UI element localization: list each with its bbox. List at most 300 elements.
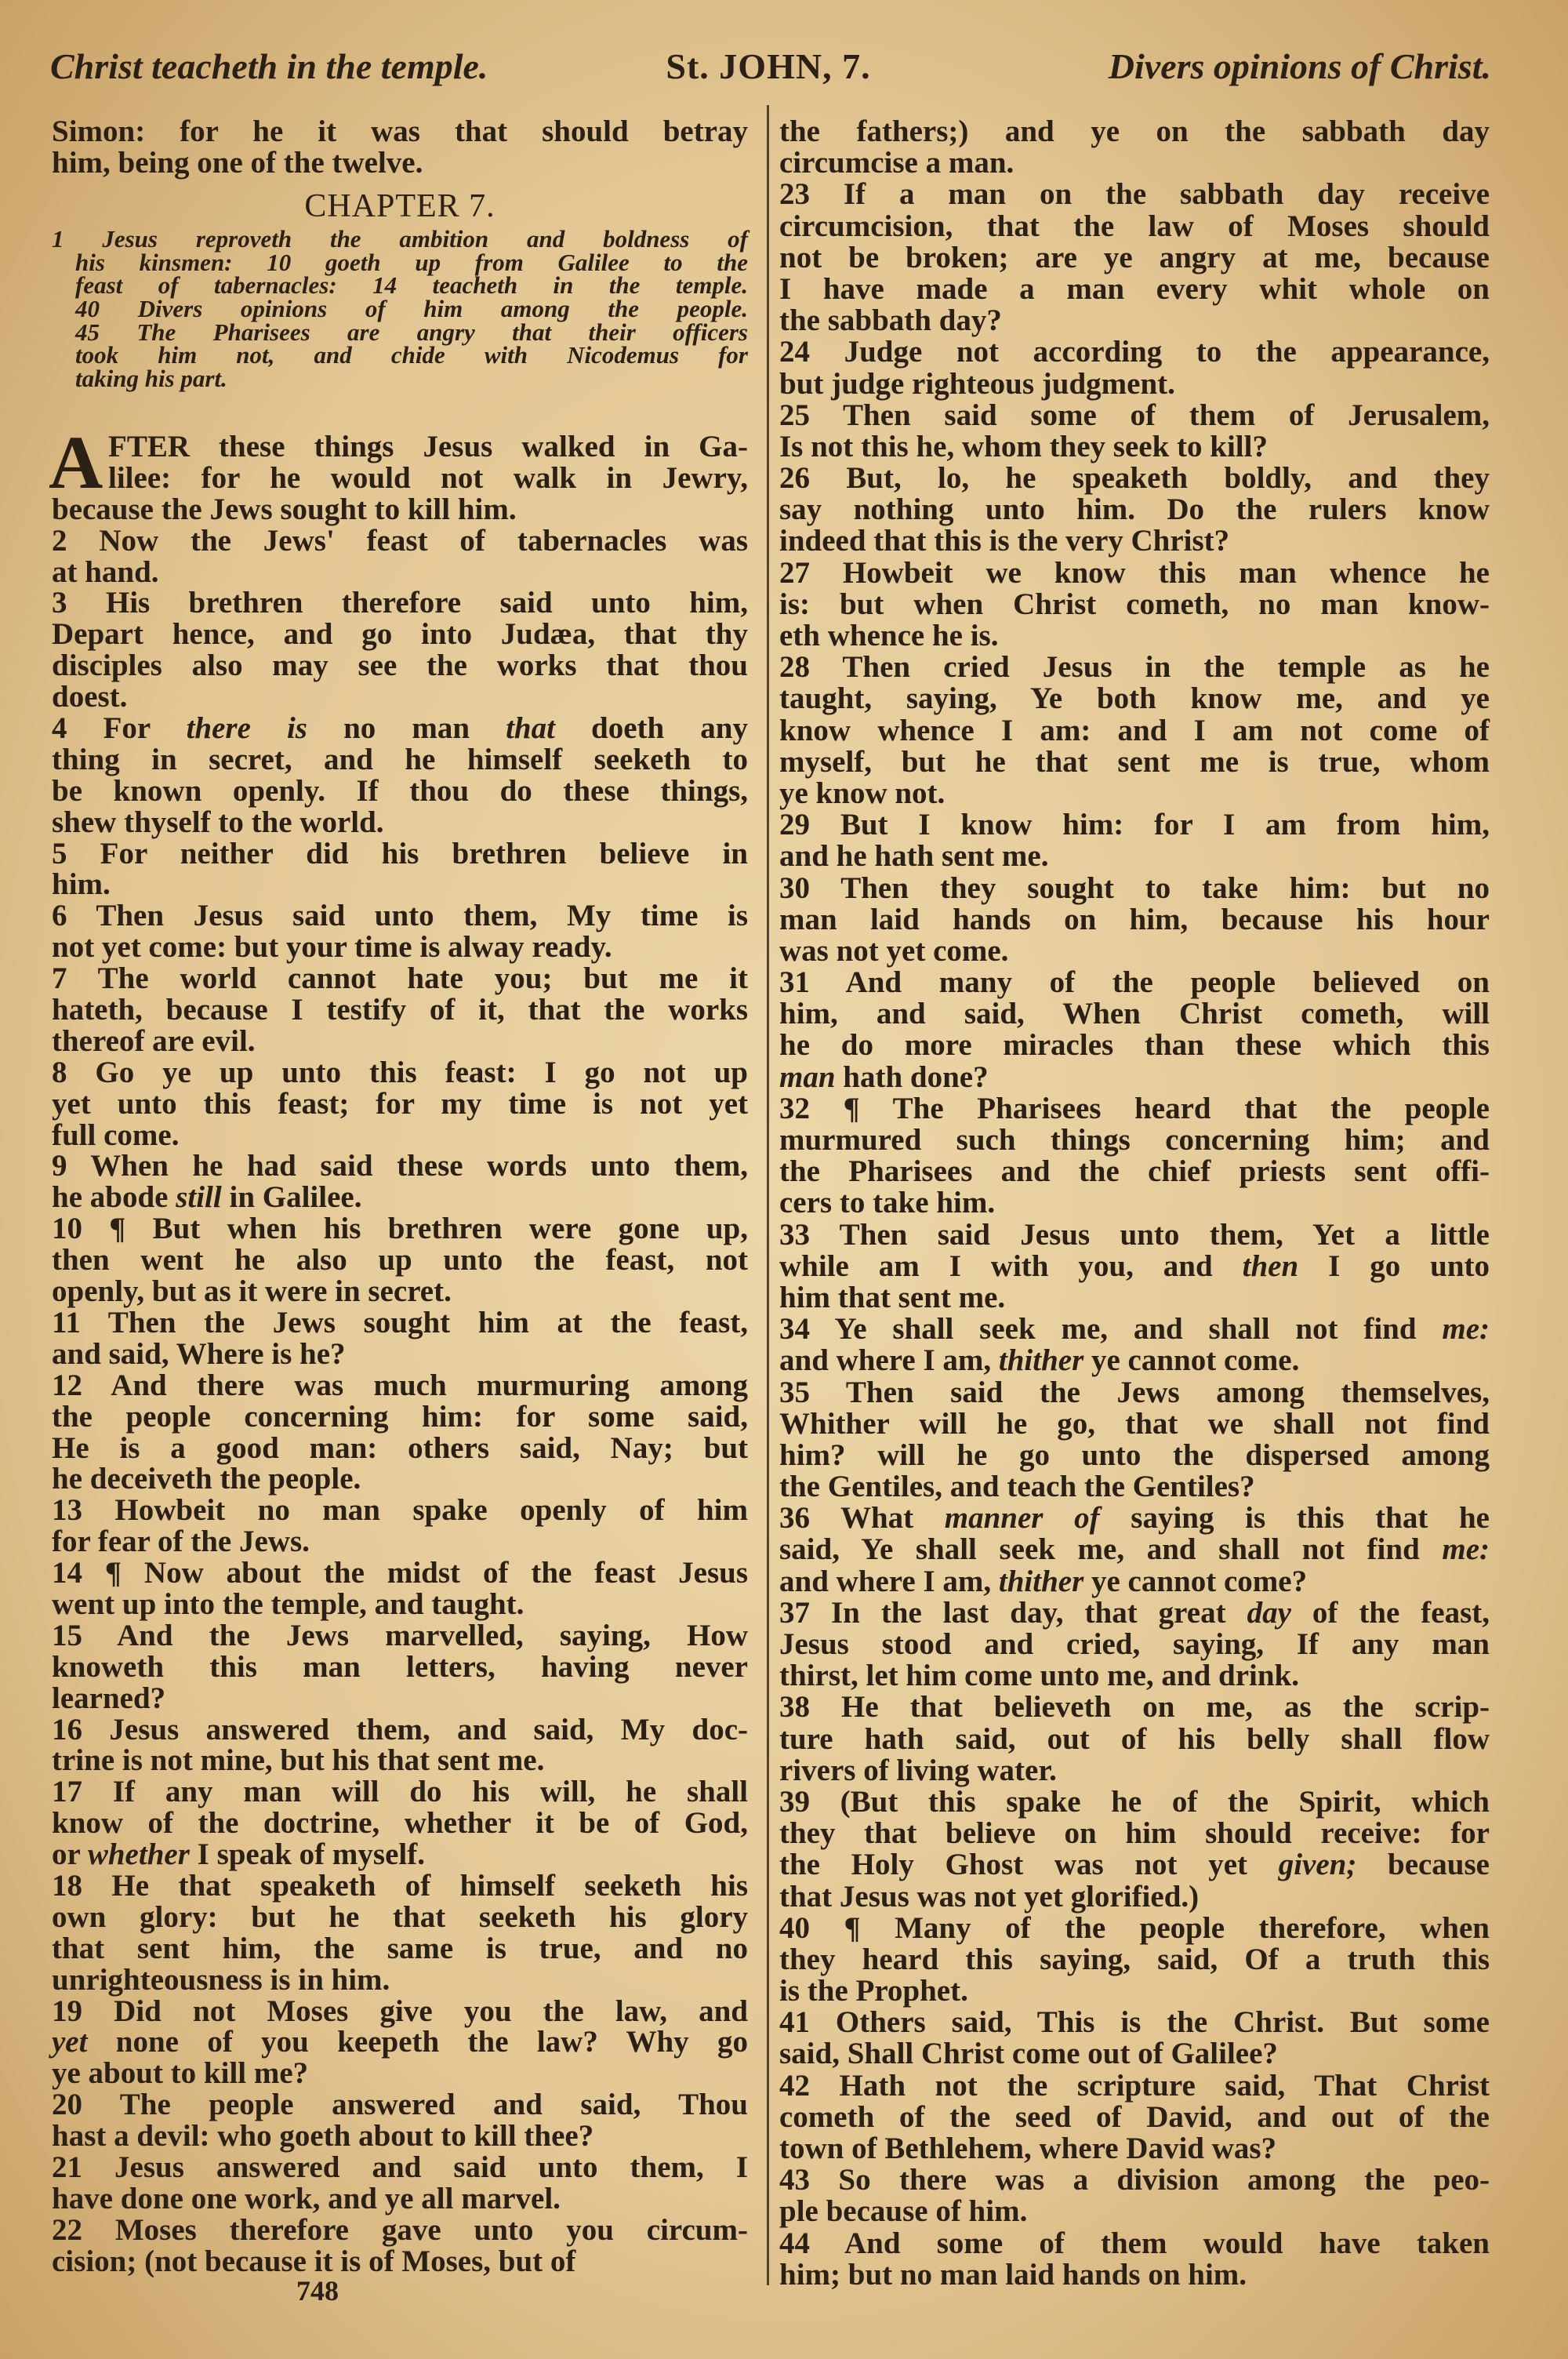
text-line bbox=[779, 525, 1490, 557]
text-segment: 39 (But this spake he of the Spirit, which bbox=[779, 1784, 1490, 1819]
text-line bbox=[779, 1440, 1490, 1471]
text-segment: he do more miracles than these which this bbox=[779, 1028, 1490, 1063]
text-segment: taught, saying, Ye both know me, and ye bbox=[779, 682, 1490, 716]
italic-text: that bbox=[506, 711, 555, 746]
text-line bbox=[779, 1062, 1490, 1093]
text-line bbox=[779, 2259, 1490, 2291]
text-line bbox=[779, 271, 1490, 306]
text-line bbox=[779, 179, 1490, 210]
text-line bbox=[52, 1839, 748, 1870]
text-line bbox=[779, 1471, 1490, 1503]
text-segment: 32 ¶ The Pharisees heard that the people bbox=[779, 1091, 1490, 1125]
text-line bbox=[52, 2212, 748, 2247]
text-segment: 41 Others said, This is the Christ. But some bbox=[779, 2005, 1490, 2040]
text-segment: 37 In the last day, that great bbox=[779, 1595, 1247, 1630]
text-line bbox=[779, 1849, 1490, 1881]
text-line bbox=[779, 1660, 1490, 1692]
text-line bbox=[779, 652, 1490, 683]
text-segment: the Gentiles, and teach the Gentiles? bbox=[779, 1470, 1255, 1504]
text-line bbox=[52, 2152, 748, 2183]
text-segment: 21 Jesus answered and said unto them, I bbox=[52, 2150, 748, 2184]
italic-text: given; bbox=[1278, 1848, 1357, 1882]
italic-text: whether bbox=[87, 1837, 190, 1872]
text-segment: 9 When he had said these words unto them, bbox=[52, 1149, 748, 1183]
text-segment: him; but no man laid hands on him. bbox=[779, 2257, 1247, 2292]
text-line bbox=[779, 494, 1490, 525]
text-segment: they heard this saying, said, Of a truth this bbox=[779, 1942, 1490, 1976]
text-segment: I have made a man every whit whole on bbox=[779, 271, 1490, 306]
text-line bbox=[52, 1307, 748, 1339]
text-line bbox=[52, 1996, 748, 2027]
text-line bbox=[779, 1721, 1490, 1756]
text-segment: 28 Then cried Jesus in the temple as he bbox=[779, 650, 1490, 685]
text-line bbox=[779, 998, 1490, 1030]
text-line bbox=[52, 1620, 748, 1652]
text-segment: thing in secret, and he himself seeketh to bbox=[52, 742, 748, 776]
text-segment: not yet come: but your time is alway ready. bbox=[52, 930, 612, 965]
text-segment: 43 So there was a division among the peo- bbox=[779, 2163, 1490, 2197]
italic-text: there is bbox=[186, 711, 307, 746]
text-segment: myself, but he that sent me is true, whom bbox=[779, 744, 1490, 779]
text-segment: lilee: for he would not walk in Jewry, bbox=[108, 460, 748, 495]
text-segment: 22 Moses therefore gave unto you circum- bbox=[52, 2212, 748, 2247]
text-line bbox=[52, 2183, 748, 2215]
text-line bbox=[52, 682, 748, 713]
chapter-summary bbox=[52, 227, 748, 391]
text-segment: him. bbox=[52, 867, 111, 902]
text-line bbox=[779, 1314, 1490, 1345]
text-line bbox=[779, 1156, 1490, 1187]
text-line bbox=[52, 1370, 748, 1401]
text-segment: openly, but as it were in secret. bbox=[52, 1274, 452, 1309]
text-segment: him, being one of the twelve. bbox=[52, 146, 423, 180]
text-segment: then went he also up unto the feast, not bbox=[52, 1243, 748, 1278]
text-segment: they that believe on him should receive: for bbox=[779, 1816, 1490, 1851]
text-segment: shew thyself to the world. bbox=[52, 805, 384, 839]
column-divider bbox=[767, 105, 769, 2285]
text-segment: thirst, let him come unto me, and drink. bbox=[779, 1659, 1299, 1693]
text-line bbox=[779, 683, 1490, 714]
page-number: 748 bbox=[296, 2275, 339, 2306]
text-segment: hateth, because I testify of it, that the works bbox=[52, 993, 748, 1027]
text-segment: 33 Then said Jesus unto them, Yet a little bbox=[779, 1217, 1490, 1252]
summary-line: his kinsmen: 10 goeth up from Galilee to the bbox=[75, 248, 748, 276]
text-line bbox=[779, 1534, 1490, 1565]
text-segment: ye know not. bbox=[779, 776, 946, 810]
text-segment: be known openly. If thou do these things, bbox=[52, 773, 748, 808]
text-segment: say nothing unto him. Do the rulers know bbox=[779, 493, 1490, 527]
text-segment: hath done? bbox=[835, 1060, 989, 1094]
text-line bbox=[779, 744, 1490, 779]
text-line bbox=[779, 211, 1490, 242]
text-segment: 42 Hath not the scripture said, That Christ bbox=[779, 2068, 1490, 2103]
text-line bbox=[779, 147, 1490, 179]
text-segment: him that sent me. bbox=[779, 1280, 1006, 1314]
text-line bbox=[52, 838, 748, 870]
text-line bbox=[52, 1870, 748, 1902]
text-segment: 16 Jesus answered them, and said, My doc- bbox=[52, 1712, 748, 1747]
text-segment: of the feast, bbox=[1290, 1595, 1490, 1630]
text-line bbox=[779, 116, 1490, 147]
text-segment: 17 If any man will do his will, he shall bbox=[52, 1775, 748, 1809]
text-line bbox=[52, 2121, 748, 2152]
text-segment: him, and said, When Christ cometh, will bbox=[779, 997, 1490, 1031]
text-line bbox=[52, 1526, 748, 1558]
text-segment: Whither will he go, that we shall not find bbox=[779, 1406, 1490, 1441]
text-line bbox=[52, 525, 748, 557]
text-segment: town of Bethlehem, where David was? bbox=[779, 2132, 1277, 2165]
chapter-heading: CHAPTER 7. bbox=[304, 188, 495, 224]
text-segment: no man bbox=[307, 711, 506, 746]
text-line bbox=[52, 1714, 748, 1746]
text-line bbox=[779, 1692, 1490, 1723]
text-line bbox=[52, 2026, 748, 2058]
text-line bbox=[779, 2165, 1490, 2196]
text-segment: or bbox=[52, 1837, 88, 1872]
text-segment: that sent him, the same is true, and no bbox=[52, 1931, 748, 1965]
text-segment: and where I am, bbox=[779, 1343, 999, 1378]
text-line bbox=[52, 1276, 748, 1307]
italic-text: me: bbox=[1442, 1532, 1490, 1567]
text-line bbox=[52, 2089, 748, 2121]
text-segment: 23 If a man on the sabbath day receive bbox=[779, 177, 1490, 212]
text-line bbox=[52, 2058, 748, 2089]
text-segment: disciples also may see the works that thou bbox=[52, 649, 748, 683]
summary-line: 1 Jesus reproveth the ambition and boldness of bbox=[52, 225, 748, 253]
text-segment: while am I with you, and bbox=[779, 1249, 1243, 1283]
text-line bbox=[779, 933, 1490, 968]
text-line bbox=[779, 2038, 1490, 2070]
text-segment: ye about to kill me? bbox=[52, 2056, 309, 2091]
text-segment: 2 Now the Jews' feast of tabernacles was bbox=[52, 523, 748, 558]
text-line bbox=[779, 1910, 1490, 1945]
text-segment: hast a devil: who goeth about to kill thee? bbox=[52, 2119, 594, 2154]
text-line bbox=[52, 963, 748, 994]
text-segment: 11 Then the Jews sought him at the feast, bbox=[52, 1305, 748, 1339]
running-head-left: Christ teacheth in the temple. bbox=[50, 46, 488, 86]
text-segment: 3 His brethren therefore said unto him, bbox=[52, 586, 748, 620]
text-segment: 44 And some of them would have taken bbox=[779, 2226, 1490, 2260]
text-line bbox=[52, 650, 748, 682]
text-segment: 6 Then Jesus said unto them, My time is bbox=[52, 899, 748, 933]
text-segment: circumcise a man. bbox=[779, 146, 1014, 180]
text-line bbox=[779, 967, 1490, 998]
text-line bbox=[52, 1213, 748, 1245]
text-line bbox=[779, 2007, 1490, 2038]
text-segment: FTER these things Jesus walked in Ga- bbox=[108, 430, 748, 463]
text-line bbox=[52, 431, 748, 463]
text-line bbox=[52, 554, 748, 589]
text-segment: 4 For bbox=[52, 711, 187, 746]
text-line bbox=[779, 1282, 1490, 1314]
text-line bbox=[52, 1057, 748, 1089]
text-line bbox=[52, 494, 748, 525]
text-segment: 40 ¶ Many of the people therefore, when bbox=[779, 1910, 1490, 1945]
text-line bbox=[779, 809, 1490, 841]
text-segment: he deceiveth the people. bbox=[52, 1462, 361, 1496]
text-line bbox=[52, 713, 748, 744]
text-line bbox=[52, 1245, 748, 1276]
text-segment: 13 Howbeit no man spake openly of him bbox=[52, 1493, 748, 1528]
running-head-right: Divers opinions of Christ. bbox=[1108, 46, 1491, 86]
italic-text: thither bbox=[998, 1343, 1084, 1378]
text-segment: know of the doctrine, whether it be of God, bbox=[52, 1806, 748, 1841]
text-segment: man laid hands on him, because his hour bbox=[779, 902, 1490, 936]
text-segment: 5 For neither did his brethren believe in bbox=[52, 836, 748, 871]
text-line bbox=[52, 1558, 748, 1589]
text-segment: him? will he go unto the dispersed among bbox=[779, 1438, 1490, 1472]
text-segment: cers to take him. bbox=[779, 1186, 996, 1220]
text-segment: 18 He that speaketh of himself seeketh his bbox=[52, 1868, 748, 1903]
left-column-continuation bbox=[52, 116, 748, 179]
text-segment: for fear of the Jews. bbox=[52, 1525, 310, 1559]
text-line bbox=[52, 1899, 748, 1934]
text-line bbox=[779, 242, 1490, 274]
text-segment: thereof are evil. bbox=[52, 1023, 256, 1058]
summary-line: took him not, and chide with Nicodemus for bbox=[75, 341, 748, 369]
text-line bbox=[52, 1086, 748, 1121]
right-column-text bbox=[779, 116, 1490, 2291]
text-segment: He is a good man: others said, Nay; but bbox=[52, 1430, 748, 1465]
text-segment: circumcision, that the law of Moses should bbox=[779, 209, 1490, 243]
text-line bbox=[52, 994, 748, 1026]
text-segment: 14 ¶ Now about the midst of the feast Jesus bbox=[52, 1556, 748, 1590]
summary-line: feast of tabernacles: 14 teacheth in the temple. bbox=[75, 271, 748, 300]
text-line bbox=[52, 116, 748, 147]
text-segment: I go unto bbox=[1298, 1249, 1490, 1283]
text-segment: because the Jews sought to kill him. bbox=[52, 492, 517, 526]
text-line bbox=[52, 147, 748, 179]
text-line bbox=[52, 1649, 748, 1684]
text-segment: is the Prophet. bbox=[779, 1974, 968, 2008]
text-line bbox=[779, 1125, 1490, 1156]
text-segment: none of you keepeth the law? Why go bbox=[87, 2025, 748, 2059]
text-line bbox=[52, 1430, 748, 1465]
text-line bbox=[779, 589, 1490, 620]
text-segment: 15 And the Jews marvelled, saying, How bbox=[52, 1618, 748, 1652]
text-segment: 8 Go ye up unto this feast: I go not up bbox=[52, 1055, 748, 1089]
text-segment: and where I am, bbox=[779, 1564, 999, 1598]
text-segment: learned? bbox=[52, 1681, 166, 1715]
text-segment: not be broken; are ye angry at me, because bbox=[779, 240, 1490, 274]
text-line bbox=[779, 1093, 1490, 1125]
italic-text: thither bbox=[998, 1564, 1084, 1598]
text-segment: said, Ye shall seek me, and shall not find bbox=[779, 1532, 1443, 1567]
text-segment: the sabbath day? bbox=[779, 304, 1002, 338]
text-segment: 34 Ye shall seek me, and shall not find bbox=[779, 1312, 1443, 1347]
text-segment: and said, Where is he? bbox=[52, 1336, 346, 1371]
text-segment: and he hath sent me. bbox=[779, 839, 1049, 874]
text-line bbox=[779, 1251, 1490, 1282]
text-line bbox=[52, 2246, 748, 2277]
text-segment: 29 But I know him: for I am from him, bbox=[779, 808, 1490, 842]
text-segment: the Pharisees and the chief priests sent offi- bbox=[779, 1154, 1490, 1189]
text-segment: in Galilee. bbox=[221, 1180, 362, 1215]
text-segment: 24 Judge not according to the appearance, bbox=[779, 335, 1490, 369]
text-segment: because bbox=[1356, 1848, 1490, 1882]
text-segment: he abode bbox=[52, 1180, 176, 1215]
text-segment: yet unto this feast; for my time is not yet bbox=[52, 1086, 748, 1121]
text-line bbox=[779, 555, 1490, 590]
text-segment: that Jesus was not yet glorified.) bbox=[779, 1879, 1200, 1914]
text-segment: 35 Then said the Jews among themselves, bbox=[779, 1375, 1490, 1409]
text-line bbox=[52, 1150, 748, 1182]
text-line bbox=[779, 2070, 1490, 2102]
text-line bbox=[779, 1944, 1490, 1976]
text-segment: the Holy Ghost was not yet bbox=[779, 1848, 1279, 1882]
text-segment: 26 But, lo, he speaketh boldly, and they bbox=[779, 461, 1490, 496]
left-column-text bbox=[49, 420, 748, 2278]
text-segment: doeth any bbox=[554, 711, 748, 746]
italic-text: me: bbox=[1442, 1312, 1490, 1347]
text-line bbox=[52, 1745, 748, 1776]
text-segment: know whence I am: and I am not come of bbox=[779, 713, 1490, 747]
text-segment: cometh of the seed of David, and out of the bbox=[779, 2099, 1490, 2134]
text-segment: 38 He that believeth on me, as the scrip- bbox=[779, 1690, 1490, 1725]
text-line bbox=[52, 1495, 748, 1526]
text-segment: rivers of living water. bbox=[779, 1753, 1057, 1787]
text-segment: eth whence he is. bbox=[779, 619, 999, 652]
text-line bbox=[779, 1755, 1490, 1787]
italic-text: manner of bbox=[944, 1501, 1100, 1536]
text-line bbox=[779, 1976, 1490, 2007]
text-line bbox=[779, 2099, 1490, 2134]
text-segment: 25 Then said some of them of Jerusalem, bbox=[779, 398, 1490, 432]
text-segment: ye cannot come. bbox=[1083, 1343, 1300, 1378]
text-line bbox=[779, 1030, 1490, 1061]
text-segment: is: but when Christ cometh, no man know- bbox=[779, 587, 1490, 621]
italic-text: yet bbox=[52, 2025, 88, 2059]
text-segment: 19 Did not Moses give you the law, and bbox=[52, 1994, 748, 2028]
text-line bbox=[779, 841, 1490, 872]
text-line bbox=[779, 431, 1490, 463]
text-line bbox=[779, 305, 1490, 336]
summary-line: 45 The Pharisees are angry that their officers bbox=[75, 318, 748, 346]
text-segment: ture hath said, out of his belly shall flow bbox=[779, 1721, 1490, 1756]
text-segment: at hand. bbox=[52, 554, 159, 589]
drop-cap: A bbox=[49, 420, 103, 504]
text-segment: was not yet come. bbox=[779, 933, 1009, 968]
text-line bbox=[779, 1187, 1490, 1219]
text-segment: 20 The people answered and said, Thou bbox=[52, 2088, 748, 2122]
text-line bbox=[52, 1933, 748, 1965]
text-segment: knoweth this man letters, having never bbox=[52, 1649, 748, 1684]
summary-line: taking his part. bbox=[75, 365, 227, 393]
text-line bbox=[52, 1182, 748, 1213]
text-segment: Jesus stood and cried, saying, If any man bbox=[779, 1627, 1490, 1661]
text-segment: trine is not mine, but his that sent me. bbox=[52, 1743, 545, 1778]
text-line bbox=[779, 1881, 1490, 1913]
text-segment: murmured such things concerning him; and bbox=[779, 1123, 1490, 1157]
text-line bbox=[779, 778, 1490, 809]
text-segment: cision; (not because it is of Moses, but of bbox=[52, 2244, 576, 2278]
text-segment: went up into the temple, and taught. bbox=[52, 1587, 524, 1621]
text-line bbox=[52, 1401, 748, 1433]
italic-text: still bbox=[176, 1180, 222, 1215]
text-line bbox=[779, 715, 1490, 747]
text-segment: 10 ¶ But when his brethren were gone up, bbox=[52, 1212, 748, 1246]
text-line bbox=[52, 1120, 748, 1151]
text-line bbox=[779, 2228, 1490, 2259]
text-segment: unrighteousness is in him. bbox=[52, 1962, 390, 1997]
text-line bbox=[52, 587, 748, 619]
text-line bbox=[779, 336, 1490, 368]
text-segment: the people concerning him: for some said, bbox=[52, 1399, 748, 1434]
text-segment: I speak of myself. bbox=[189, 1837, 425, 1872]
text-segment: Is not this he, whom they seek to kill? bbox=[779, 429, 1268, 463]
text-line bbox=[52, 1589, 748, 1620]
italic-text: day bbox=[1247, 1595, 1291, 1630]
text-segment: 12 And there was much murmuring among bbox=[52, 1368, 748, 1402]
text-segment: full come. bbox=[52, 1118, 180, 1152]
text-line bbox=[52, 900, 748, 932]
text-segment: ye cannot come? bbox=[1083, 1564, 1308, 1598]
text-segment: ple because of him. bbox=[779, 2194, 1028, 2229]
text-line bbox=[779, 2196, 1490, 2227]
text-line bbox=[52, 744, 748, 776]
text-line bbox=[779, 873, 1490, 904]
text-line bbox=[779, 463, 1490, 494]
text-segment: 27 Howbeit we know this man whence he bbox=[779, 555, 1490, 590]
text-segment: 36 What bbox=[779, 1501, 945, 1536]
text-line bbox=[779, 1818, 1490, 1849]
text-segment: the fathers;) and ye on the sabbath day bbox=[779, 114, 1490, 148]
text-line bbox=[779, 1629, 1490, 1660]
text-line bbox=[779, 2133, 1490, 2165]
text-segment: 7 The world cannot hate you; but me it bbox=[52, 961, 748, 996]
text-line bbox=[779, 1503, 1490, 1534]
text-line bbox=[779, 1345, 1490, 1376]
text-segment: said, Shall Christ come out of Galilee? bbox=[779, 2037, 1278, 2071]
text-segment: saying is this that he bbox=[1099, 1501, 1490, 1536]
text-line bbox=[779, 400, 1490, 431]
text-segment: own glory: but he that seeketh his glory bbox=[52, 1899, 748, 1934]
text-line bbox=[52, 1023, 748, 1058]
text-line bbox=[779, 1408, 1490, 1440]
text-line bbox=[779, 620, 1490, 652]
text-line bbox=[52, 932, 748, 963]
text-line bbox=[52, 807, 748, 838]
italic-text: man bbox=[779, 1060, 836, 1094]
text-line bbox=[52, 1962, 748, 1997]
text-segment: indeed that this is the very Christ? bbox=[779, 524, 1230, 558]
text-segment: Depart hence, and go into Judæa, that thy bbox=[52, 617, 748, 652]
text-segment: doest. bbox=[52, 680, 128, 714]
running-head-book-chapter: St. JOHN, 7. bbox=[666, 46, 871, 86]
text-segment: 31 And many of the people believed on bbox=[779, 965, 1490, 1000]
text-line bbox=[52, 1808, 748, 1839]
text-segment: Simon: for he it was that should betray bbox=[52, 114, 748, 148]
text-line bbox=[52, 1683, 748, 1714]
text-line bbox=[779, 1595, 1490, 1630]
text-line bbox=[52, 619, 748, 650]
italic-text: then bbox=[1242, 1249, 1299, 1283]
text-line bbox=[779, 1377, 1490, 1408]
text-segment: but judge righteous judgment. bbox=[779, 366, 1175, 401]
text-line bbox=[779, 366, 1490, 401]
text-segment: 30 Then they sought to take him: but no bbox=[779, 871, 1490, 905]
text-line bbox=[52, 1776, 748, 1808]
summary-line: 40 Divers opinions of him among the people. bbox=[75, 295, 748, 323]
text-line bbox=[779, 1219, 1490, 1251]
text-line bbox=[779, 904, 1490, 936]
text-line bbox=[779, 1784, 1490, 1819]
text-line bbox=[52, 869, 748, 900]
text-segment: have done one work, and ye all marvel. bbox=[52, 2181, 561, 2215]
text-line bbox=[779, 1566, 1490, 1598]
text-line bbox=[52, 1463, 748, 1495]
text-line bbox=[52, 773, 748, 808]
